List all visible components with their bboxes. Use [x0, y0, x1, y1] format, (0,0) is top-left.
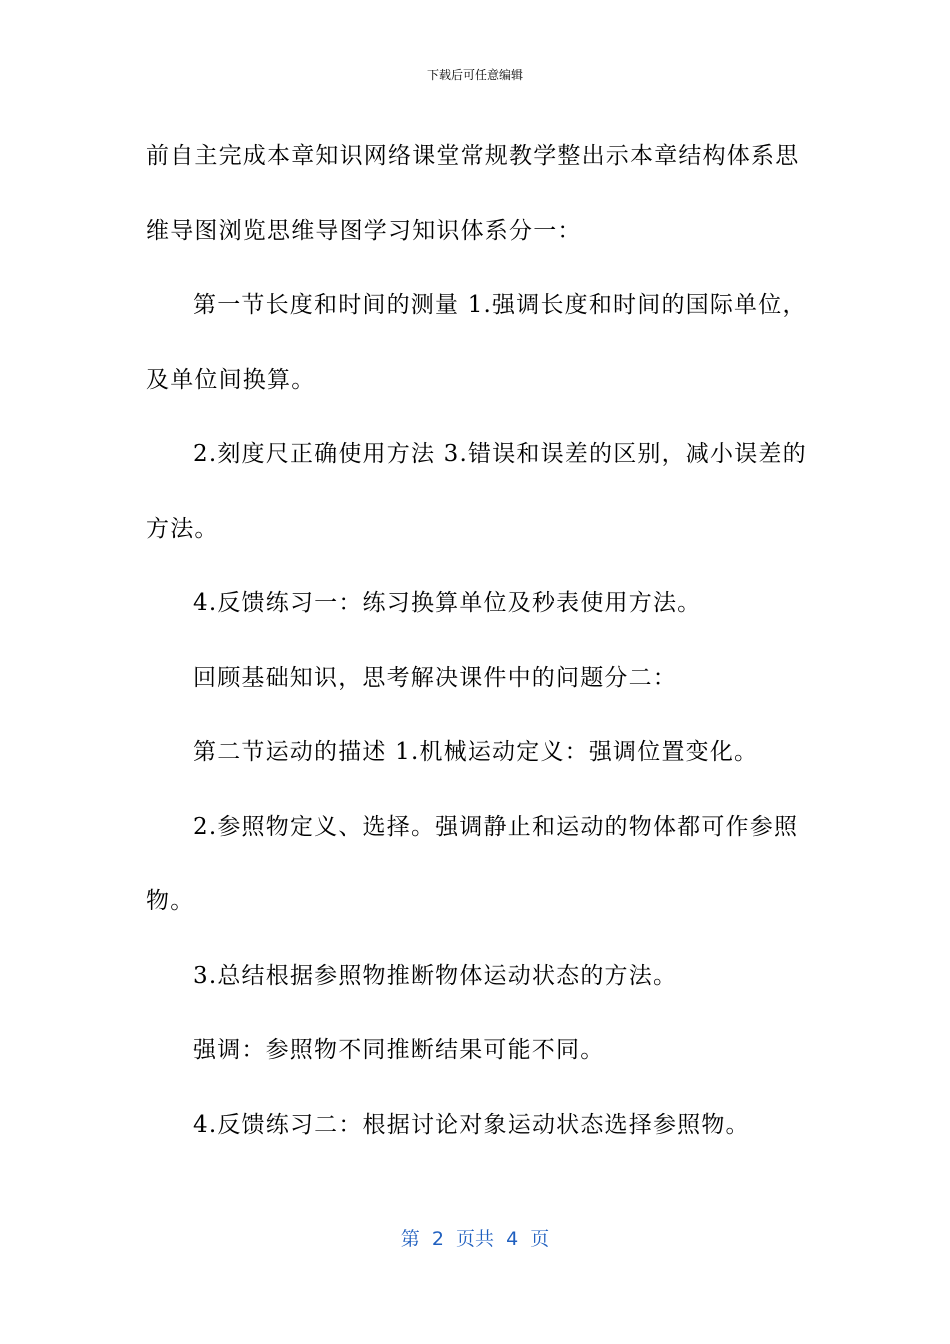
- page-number-footer: 第 2 页共 4 页: [400, 1228, 550, 1250]
- paragraph-line-7: 4.反馈练习一：练习换算单位及秒表使用方法。: [193, 590, 702, 616]
- paragraph-line-10: 2.参照物定义、选择。强调静止和运动的物体都可作参照: [193, 813, 799, 840]
- document-body: [146, 119, 806, 1162]
- paragraph-line-12: 3.总结根据参照物推断物体运动状态的方法。: [193, 962, 678, 989]
- paragraph-line-1: 前自主完成本章知识网络课堂常规教学整出示本章结构体系思: [146, 143, 800, 169]
- paragraph-line-8: 回顾基础知识，思考解决课件中的问题分二：: [193, 664, 677, 691]
- paragraph-line-2: 维导图浏览思维导图学习知识体系分一：: [146, 217, 582, 244]
- paragraph-line-3: 第一节长度和时间的测量 1.强调长度和时间的国际单位，: [193, 292, 807, 318]
- paragraph-line-14: 4.反馈练习二：根据讨论对象运动状态选择参照物。: [193, 1111, 750, 1138]
- page-header: 下载后可任意编辑: [426, 68, 523, 82]
- paragraph-line-6: 方法。: [146, 515, 219, 542]
- paragraph-line-5: 2.刻度尺正确使用方法 3.错误和误差的区别，减小误差的: [193, 441, 807, 467]
- paragraph-line-13: 强调：参照物不同推断结果可能不同。: [193, 1037, 605, 1063]
- paragraph-line-9: 第二节运动的描述 1.机械运动定义：强调位置变化。: [193, 739, 759, 765]
- paragraph-line-4: 及单位间换算。: [146, 366, 316, 393]
- paragraph-line-11: 物。: [146, 888, 195, 914]
